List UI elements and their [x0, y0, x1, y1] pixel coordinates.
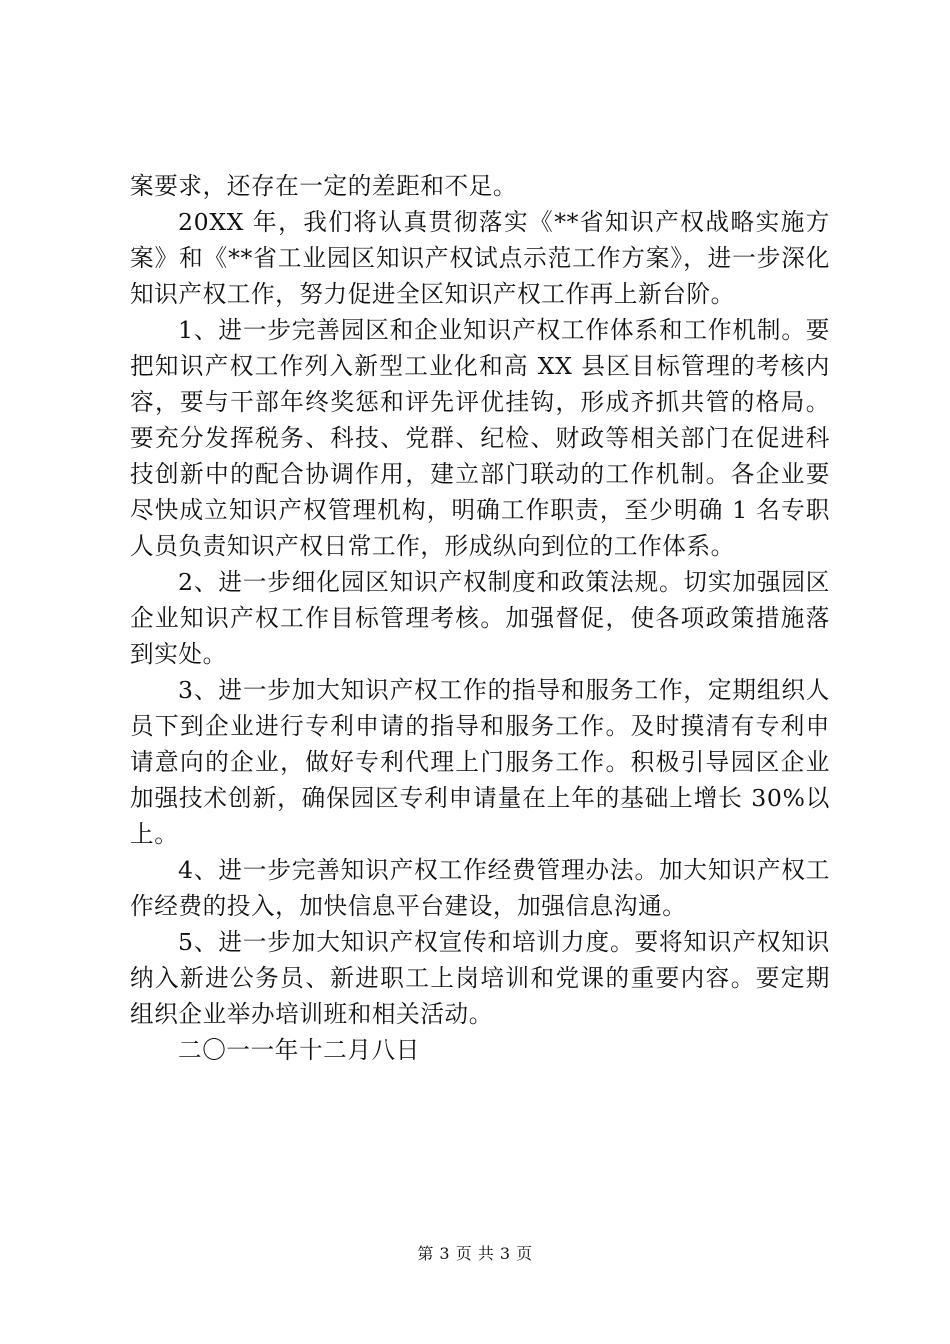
paragraph-item-4: 4、进一步完善知识产权工作经费管理办法。加大知识产权工作经费的投入，加快信息平台建设，加强信息沟通。	[130, 856, 830, 920]
paragraph-item-2: 2、进一步细化园区知识产权制度和政策法规。切实加强园区企业知识产权工作目标管理考核。加强督促，使各项政策措施落到实处。	[130, 568, 830, 668]
page-footer: 第 3 页 共 3 页	[417, 1244, 533, 1263]
document-body	[130, 168, 830, 1068]
paragraph-item-5: 5、进一步加大知识产权宣传和培训力度。要将知识产权知识纳入新进公务员、新进职工上岗培训和党课的重要内容。要定期组织企业举办培训班和相关活动。	[130, 928, 830, 1028]
document-date: 二〇一一年十二月八日	[178, 1036, 420, 1064]
paragraph-plan-intro: 20XX 年，我们将认真贯彻落实《**省知识产权战略实施方案》和《**省工业园区知识产权试点示范工作方案》，进一步深化知识产权工作，努力促进全区知识产权工作再上新台阶。	[130, 208, 830, 308]
paragraph-continuation: 案要求，还存在一定的差距和不足。	[130, 172, 518, 200]
paragraph-item-3: 3、进一步加大知识产权工作的指导和服务工作，定期组织人员下到企业进行专利申请的指导和服务工作。及时摸清有专利申请意向的企业，做好专利代理上门服务工作。积极引导园区企业加强技术创新，确保园区专利申请量在上年的基础上增长 30%以上。	[130, 676, 830, 848]
paragraph-item-1: 1、进一步完善园区和企业知识产权工作体系和工作机制。要把知识产权工作列入新型工业化和高 XX 县区目标管理的考核内容，要与干部年终奖惩和评先评优挂钩，形成齐抓共管的格局。要充分发挥税务、科技、党群、纪检、财政等相关部门在促进科技创新中的配合协调作用，建立部门联动的工作机制。各企业要尽快成立知识产权管理机构，明确工作职责，至少明确 1 名专职人员负责知识产权日常工作，形成纵向到位的工作体系。	[130, 316, 830, 560]
